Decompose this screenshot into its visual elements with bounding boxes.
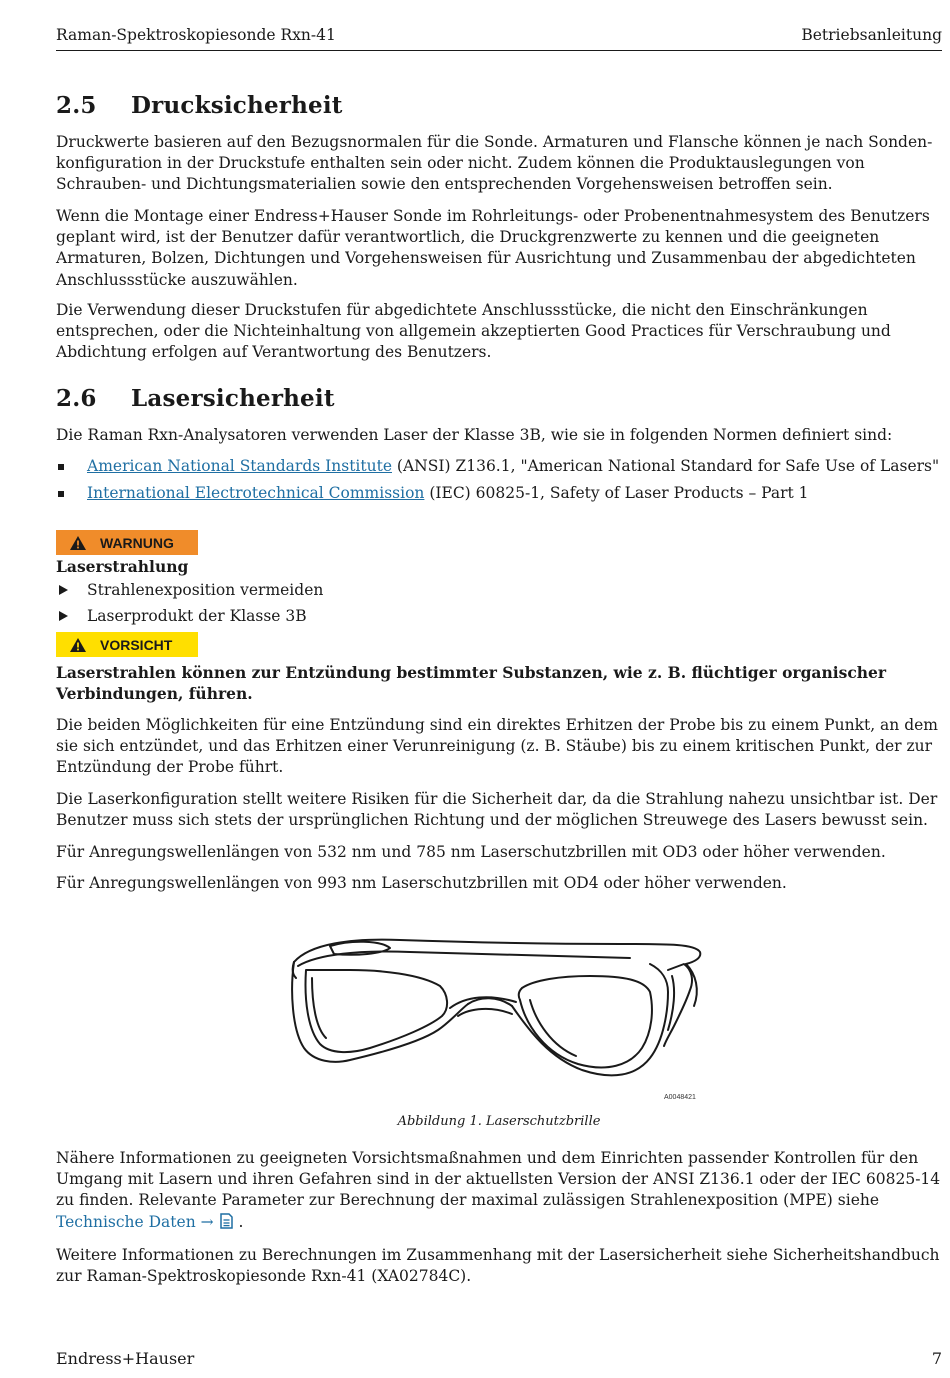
iec-link[interactable]: International Electrotechnical Commission — [87, 484, 425, 502]
list-item — [56, 456, 942, 477]
paragraph: Weitere Informationen zu Berechnungen im Zusammenhang mit der Lasersicherheit siehe Sicherheitshandbuch zur Raman-Spektroskopiesonde Rxn-41 (XA02784C). — [56, 1246, 940, 1286]
paragraph: Die beiden Möglichkeiten für eine Entzündung sind ein direktes Erhitzen der Probe bis zu einem Punkt, an dem sie sich entzündet, und das Erhitzen einer Verunreinigung (z. B. Stäube) bis zu einem kritischen Punkt, der zur Entzündung der Probe führt. — [56, 716, 938, 777]
paragraph: Die Raman Rxn-Analysatoren verwenden Laser der Klasse 3B, wie sie in folgenden Normen definiert sind: — [56, 426, 893, 444]
paragraph — [56, 1148, 942, 1235]
header-document-title: Raman-Spektroskopiesonde Rxn-41 — [56, 26, 336, 44]
ansi-link[interactable]: American National Standards Institute — [87, 457, 392, 475]
warning-title: Laserstrahlung — [56, 557, 189, 576]
warning-label: WARNUNG — [100, 534, 174, 551]
page-number: 7 — [931, 1349, 942, 1368]
paragraph: Druckwerte basieren auf den Bezugsnormalen für die Sonde. Armaturen und Flansche können je nach Sondenkonfiguration in der Druckstufe enthalten sein oder nicht. Zudem können die Produktauslegungen von Schrauben- und Dichtungsmaterialien sowie den entsprechenden Vorgehensweisen betroffen sein. — [56, 133, 933, 194]
section-2-6-heading — [56, 385, 335, 412]
caution-label: VORSICHT — [100, 636, 173, 653]
bullet-square-icon — [56, 456, 87, 477]
warning-badge — [56, 530, 198, 555]
list-item-text: Laserprodukt der Klasse 3B — [87, 607, 307, 625]
list-item-text: (ANSI) Z136.1, "American National Standard for Safe Use of Lasers" — [392, 457, 940, 475]
document-icon[interactable] — [219, 1213, 234, 1235]
list-item-text: (IEC) 60825-1, Safety of Laser Products – Part 1 — [424, 484, 809, 502]
technical-data-link[interactable]: Technische Daten — [56, 1212, 196, 1231]
footer-brand: Endress+Hauser — [56, 1349, 195, 1368]
section-number: 2.6 — [56, 385, 97, 412]
paragraph: Wenn die Montage einer Endress+Hauser Sonde im Rohrleitungs- oder Probenentnahmesystem des Benutzers geplant wird, ist der Benutzer dafür verantwortlich, die Druckgrenzwerte zu kennen und die geeigneten Armaturen, Bolzen, Dichtungen und Vorgehensweisen für Ausrichtung und Zusammenbau der abgedichteten Anschlussstücke auszuwählen. — [56, 207, 930, 289]
warning-triangle-icon — [56, 637, 100, 653]
figure-code: A0048421 — [664, 1094, 696, 1101]
list-item — [56, 606, 942, 627]
caution-text: Laserstrahlen können zur Entzündung bestimmter Substanzen, wie z. B. flüchtiger organischer Verbindungen, führen. — [56, 663, 887, 704]
bullet-square-icon — [56, 483, 87, 504]
paragraph-text: Nähere Informationen zu geeigneten Vorsichtsmaßnahmen und dem Einrichten passender Kontrollen für den Umgang mit Lasern und ihren Gefahren sind in der aktuellsten Version der ANSI Z136.1 oder der IEC 60825-14 zu finden. Relevante Parameter zur Berechnung der maximal zulässigen Strahlenexposition (MPE) siehe — [56, 1149, 941, 1210]
arrow-right-icon — [56, 580, 87, 601]
page-header — [56, 26, 942, 51]
list-item — [56, 580, 942, 601]
warning-triangle-icon — [56, 535, 100, 551]
section-number: 2.5 — [56, 92, 97, 119]
arrow-right-icon — [56, 606, 87, 627]
list-item-text: Strahlenexposition vermeiden — [87, 581, 324, 599]
list-item — [56, 483, 942, 504]
paragraph: Die Laserkonfiguration stellt weitere Risiken für die Sicherheit dar, da die Strahlung nahezu unsichtbar ist. Der Benutzer muss sich stets der ursprünglichen Richtung und der möglichen Streuwege des Lasers bewusst sein. — [56, 790, 938, 830]
paragraph: Die Verwendung dieser Druckstufen für abgedichtete Anschlussstücke, die nicht den Einschränkungen entsprechen, oder die Nichteinhaltung von allgemein akzeptierten Good Practices für Verschraubung und Abdichtung erfolgen auf Verantwortung des Benutzers. — [56, 301, 891, 362]
paragraph: Für Anregungswellenlängen von 532 nm und 785 nm Laserschutzbrillen mit OD3 oder höher verwenden. — [56, 843, 886, 861]
safety-glasses-illustration — [290, 930, 710, 1105]
section-title: Drucksicherheit — [131, 92, 343, 119]
paragraph: Für Anregungswellenlängen von 993 nm Laserschutzbrillen mit OD4 oder höher verwenden. — [56, 874, 787, 892]
laser-safety-glasses-figure — [290, 930, 710, 1105]
section-2-5-heading — [56, 92, 343, 119]
caution-badge — [56, 632, 198, 657]
header-document-type: Betriebsanleitung — [801, 26, 942, 44]
section-title: Lasersicherheit — [131, 385, 335, 412]
paragraph-text: . — [233, 1212, 244, 1231]
figure-caption: Abbildung 1. Laserschutzbrille — [397, 1114, 601, 1129]
page-footer — [56, 1349, 942, 1368]
arrow-text: → — [195, 1212, 219, 1231]
